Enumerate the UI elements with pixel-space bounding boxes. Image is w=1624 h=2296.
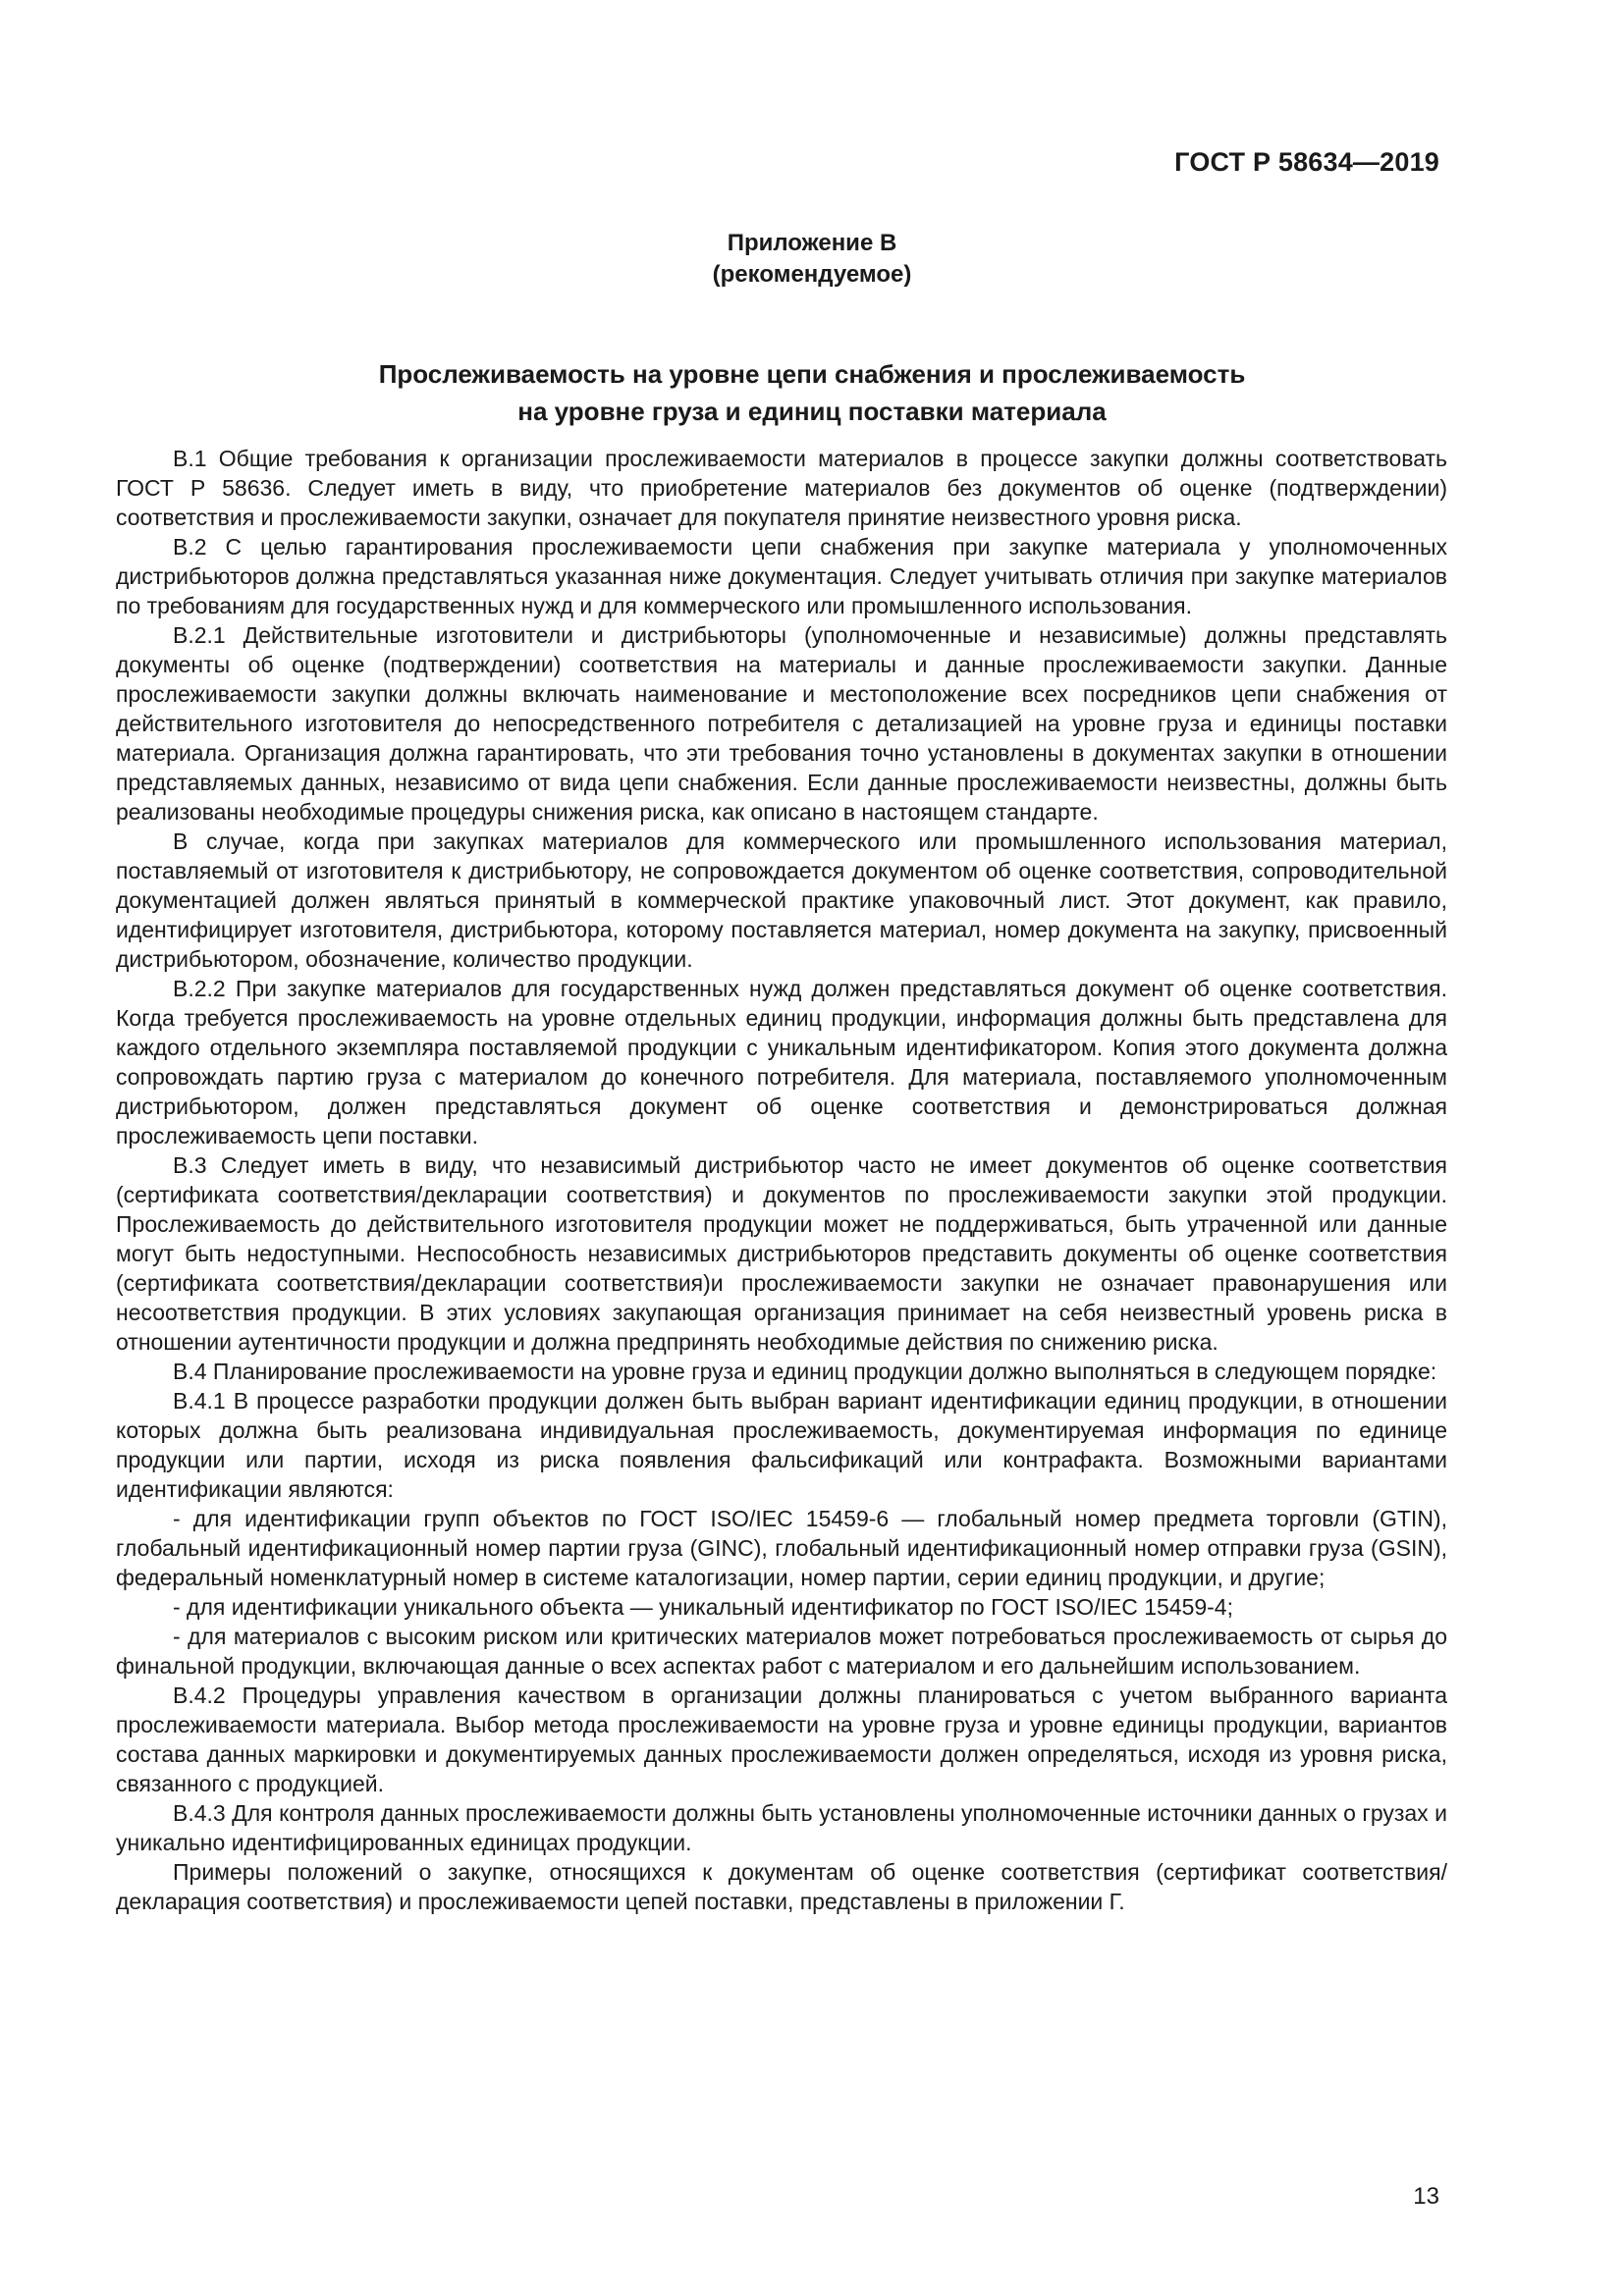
annex-status: (рекомендуемое) [712,261,912,288]
paragraph-b3: В.3 Следует иметь в виду, что независимый дистрибьютор часто не имеет документов об оценке соответствия (сертификата соответствия/декларации соответствия) и документов по прослеживаемости закупки этой продукции. Прослеживаемость до действительного изготовителя продукции может не поддерживаться, быть утраченной или данные могут быть недоступными. Неспособность независимых дистрибьюторов представить документы об оценке соответствия (сертификата соответствия/декларации соответствия)и прослеживаемости закупки не означает правонарушения или несоответствия продукции. В этих условиях закупающая организация принимает на себя неизвестный уровень риска в отношении аутентичности продукции и должна предпринять необходимые действия по снижению риска. [116,1152,1447,1355]
paragraph-examples: Примеры положений о закупке, относящихся к документам об оценке соответствия (сертификат соответствия/декларация соответствия) и прослеживаемости цепей поставки, представлены в приложении Г. [116,1859,1447,1914]
section-title [0,355,1624,430]
section-title-line-1: Прослеживаемость на уровне цепи снабжения и прослеживаемость [378,359,1246,389]
paragraph-b2: В.2 С целью гарантирования прослеживаемости цепи снабжения при закупке материала у уполномоченных дистрибьюторов должна представляться указанная ниже документация. Следует учитывать отличия при закупке материалов по требованиям для государственных нужд и для коммерческого или промышленного использования. [116,534,1447,618]
section-title-line-2: на уровне груза и единиц поставки материала [517,397,1107,426]
paragraph-b2-2: В.2.2 При закупке материалов для государственных нужд должен представляться документ об оценке соответствия. Когда требуется прослеживаемость на уровне отдельных единиц продукции, информация должны быть представлена для каждого отдельного экземпляра поставляемой продукции с уникальным идентификатором. Копия этого документа должна сопровождать партию груза с материалом до конечного потребителя. Для материала, поставляемого уполномоченным дистрибьютором, должен представляться документ об оценке соответствия и демонстрироваться должная прослеживаемость цепи поставки. [116,976,1447,1148]
paragraph-b4: В.4 Планирование прослеживаемости на уровне груза и единиц продукции должно выполняться в следующем порядке: [173,1359,1437,1384]
annex-heading [0,228,1624,291]
paragraph-commercial-case: В случае, когда при закупках материалов для коммерческого или промышленного использования материал, поставляемый от изготовителя к дистрибьютору, не сопровождается документом об оценке соответствия, сопроводительной документацией должен являться принятый в коммерческой практике упаковочный лист. Этот документ, как правило, идентифицирует изготовителя, дистрибьютора, которому поставляется материал, номер документа на закупку, присвоенный дистрибьютором, обозначение, количество продукции. [116,828,1447,972]
paragraph-b4-1: В.4.1 В процессе разработки продукции должен быть выбран вариант идентификации единиц продукции, в отношении которых должна быть реализована индивидуальная прослеживаемость, документируемая информация по единице продукции или партии, исходя из риска появления фальсификаций или контрафакта. Возможными вариантами идентификации являются: [116,1388,1447,1502]
list-item-high-risk-materials: - для материалов с высоким риском или критических материалов может потребоваться прослеживаемость от сырья до финальной продукции, включающая данные о всех аспектах работ с материалом и его дальнейшим использованием. [116,1624,1447,1679]
body-text [116,444,1447,1916]
page-number: 13 [1413,2183,1439,2210]
paragraph-b4-3: В.4.3 Для контроля данных прослеживаемости должны быть установлены уполномоченные источники данных о грузах и уникально идентифицированных единицах продукции. [116,1800,1447,1855]
annex-label: Приложение В [727,230,897,256]
document-number: ГОСТ Р 58634—2019 [1174,147,1439,177]
paragraph-b4-2: В.4.2 Процедуры управления качеством в организации должны планироваться с учетом выбранного варианта прослеживаемости материала. Выбор метода прослеживаемости на уровне груза и уровне единицы продукции, вариантов состава данных маркировки и документируемых данных прослеживаемости должен определяться, исходя из уровня риска, связанного с продукцией. [116,1682,1447,1796]
list-item-group-identification: - для идентификации групп объектов по ГОСТ ISO/IEC 15459-6 — глобальный номер предмета торговли (GTIN), глобальный идентификационный номер партии груза (GINC), глобальный идентификационный номер отправки груза (GSIN), федеральный номенклатурный номер в системе каталогизации, номер партии, серии единиц продукции, и другие; [116,1506,1447,1590]
list-item-unique-identification: - для идентификации уникального объекта — уникальный идентификатор по ГОСТ ISO/IEC 15459-4; [173,1594,1233,1620]
paragraph-b2-1: В.2.1 Действительные изготовители и дистрибьюторы (уполномоченные и независимые) должны представлять документы об оценке (подтверждении) соответствия на материалы и данные прослеживаемости закупки. Данные прослеживаемости закупки должны включать наименование и местоположение всех посредников цепи снабжения от действительного изготовителя до непосредственного потребителя с детализацией на уровне груза и единицы поставки материала. Организация должна гарантировать, что эти требования точно установлены в документах закупки в отношении представляемых данных, независимо от вида цепи снабжения. Если данные прослеживаемости неизвестны, должны быть реализованы необходимые процедуры снижения риска, как описано в настоящем стандарте. [116,622,1447,825]
paragraph-b1: В.1 Общие требования к организации прослеживаемости материалов в процессе закупки должны соответствовать ГОСТ Р 58636. Следует иметь в виду, что приобретение материалов без документов об оценке (подтверждении) соответствия и прослеживаемости закупки, означает для покупателя принятие неизвестного уровня риска. [116,446,1447,530]
